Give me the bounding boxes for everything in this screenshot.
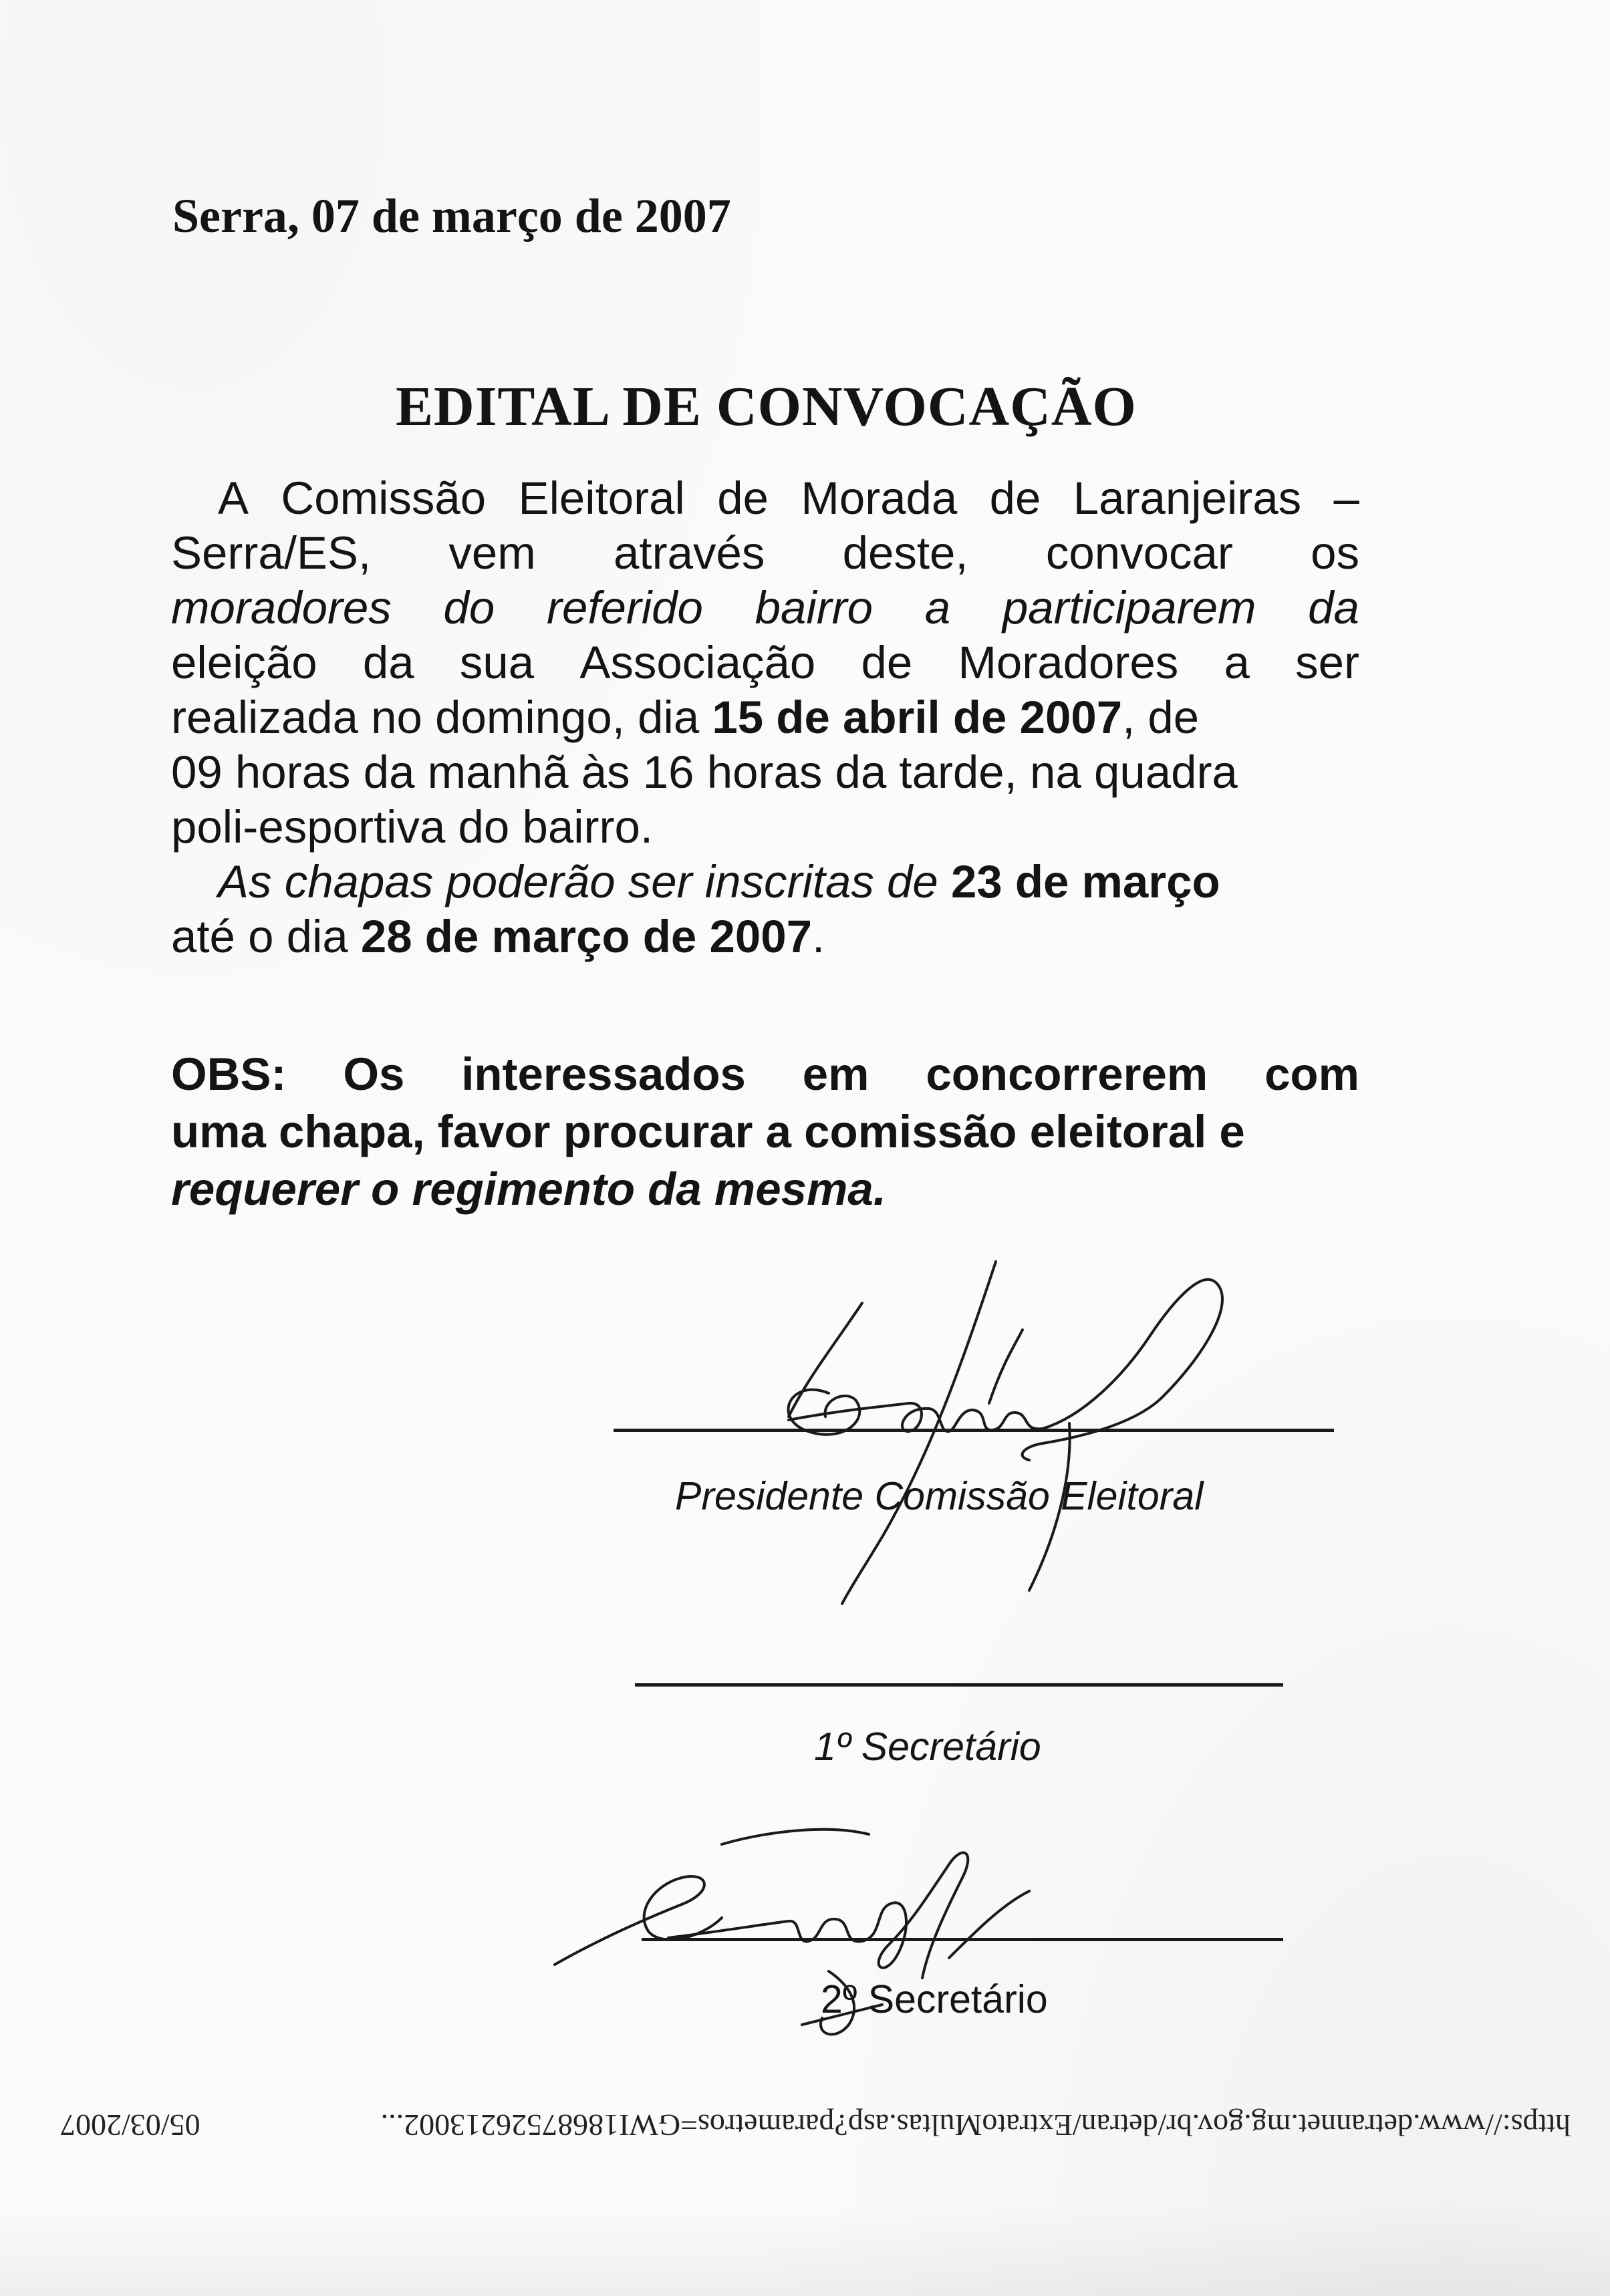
paragraph1-line7: poli-esportiva do bairro. [171,801,654,853]
registration-end-date: 28 de março de 2007 [360,911,812,962]
footer-date: 05/03/2007 [60,2108,200,2142]
text-segment: realizada no domingo, dia [171,692,712,743]
word: eleição [171,637,317,688]
word: de [717,472,769,524]
president-label: Presidente Comissão Eleitoral [675,1474,1204,1518]
text-segment: . [811,911,825,962]
second-secretary-signature [548,1804,1096,2058]
word: de [989,472,1041,524]
second-secretary-label: 2º Secretário [821,1977,1048,2021]
word: concorrerem [926,1048,1208,1100]
first-secretary-label: 1º Secretário [814,1725,1041,1769]
word: – [1333,472,1359,524]
obs-line3: requerer o regimento da mesma. [171,1163,886,1215]
word: os [1311,527,1359,579]
president-signature [708,1256,1256,1617]
first-secretary-signature-line [635,1683,1283,1687]
word: a [1224,637,1250,688]
obs-line1 [171,1046,1359,1103]
word: ser [1295,637,1359,688]
text-segment: , de [1122,692,1200,743]
word: bairro [755,582,874,633]
word: referido [546,582,703,633]
obs-note [171,1046,1359,1218]
election-date: 15 de abril de 2007 [712,692,1123,743]
word: Morada [801,472,958,524]
text-segment: As chapas poderão ser inscritas de [218,856,951,907]
paragraph1-line4 [171,635,1359,690]
word: de [861,637,913,688]
word: convocar [1045,527,1233,579]
word: vem [448,527,536,579]
footer-url: https://www.detrannet.mg.gov.br/detran/ExtratoMultas.asp?parametros=GWI18687526213002... [380,2108,1571,2142]
scan-shadow [0,2205,1610,2296]
word: Comissão [281,472,487,524]
convocation-body [171,471,1359,964]
word: Laranjeiras [1073,472,1302,524]
obs-line2: uma chapa, favor procurar a comissão eleitoral e [171,1106,1245,1157]
word: Eleitoral [518,472,685,524]
text-segment: até o dia [171,911,361,962]
word: OBS: [171,1048,287,1100]
document-title: EDITAL DE CONVOCAÇÃO [396,376,1137,438]
upside-down-footer [60,2108,1571,2143]
word: sua [459,637,535,688]
word: Associação [579,637,816,688]
word: da [1308,582,1359,633]
word: A [218,472,249,524]
word: em [802,1048,869,1100]
paragraph1-line6: 09 horas da manhã às 16 horas da tarde, na quadra [171,746,1238,798]
word: interessados [461,1048,746,1100]
word: participarem [1002,582,1256,633]
word: moradores [171,582,392,633]
paragraph1-line2 [171,526,1359,581]
registration-start-date: 23 de março [950,856,1220,907]
paragraph1-line1 [171,471,1359,526]
word: a [924,582,951,633]
word: Os [343,1048,405,1100]
date-line: Serra, 07 de março de 2007 [172,189,731,243]
word: da [362,637,414,688]
word: através [614,527,765,579]
word: do [443,582,495,633]
word: com [1264,1048,1359,1100]
paragraph2-line1 [171,855,1359,909]
word: deste, [842,527,968,579]
paragraph2-line2 [171,909,1359,964]
paragraph1-line3 [171,581,1359,635]
word: Moradores [958,637,1179,688]
paragraph1-line5 [171,690,1359,745]
word: Serra/ES, [171,527,372,579]
